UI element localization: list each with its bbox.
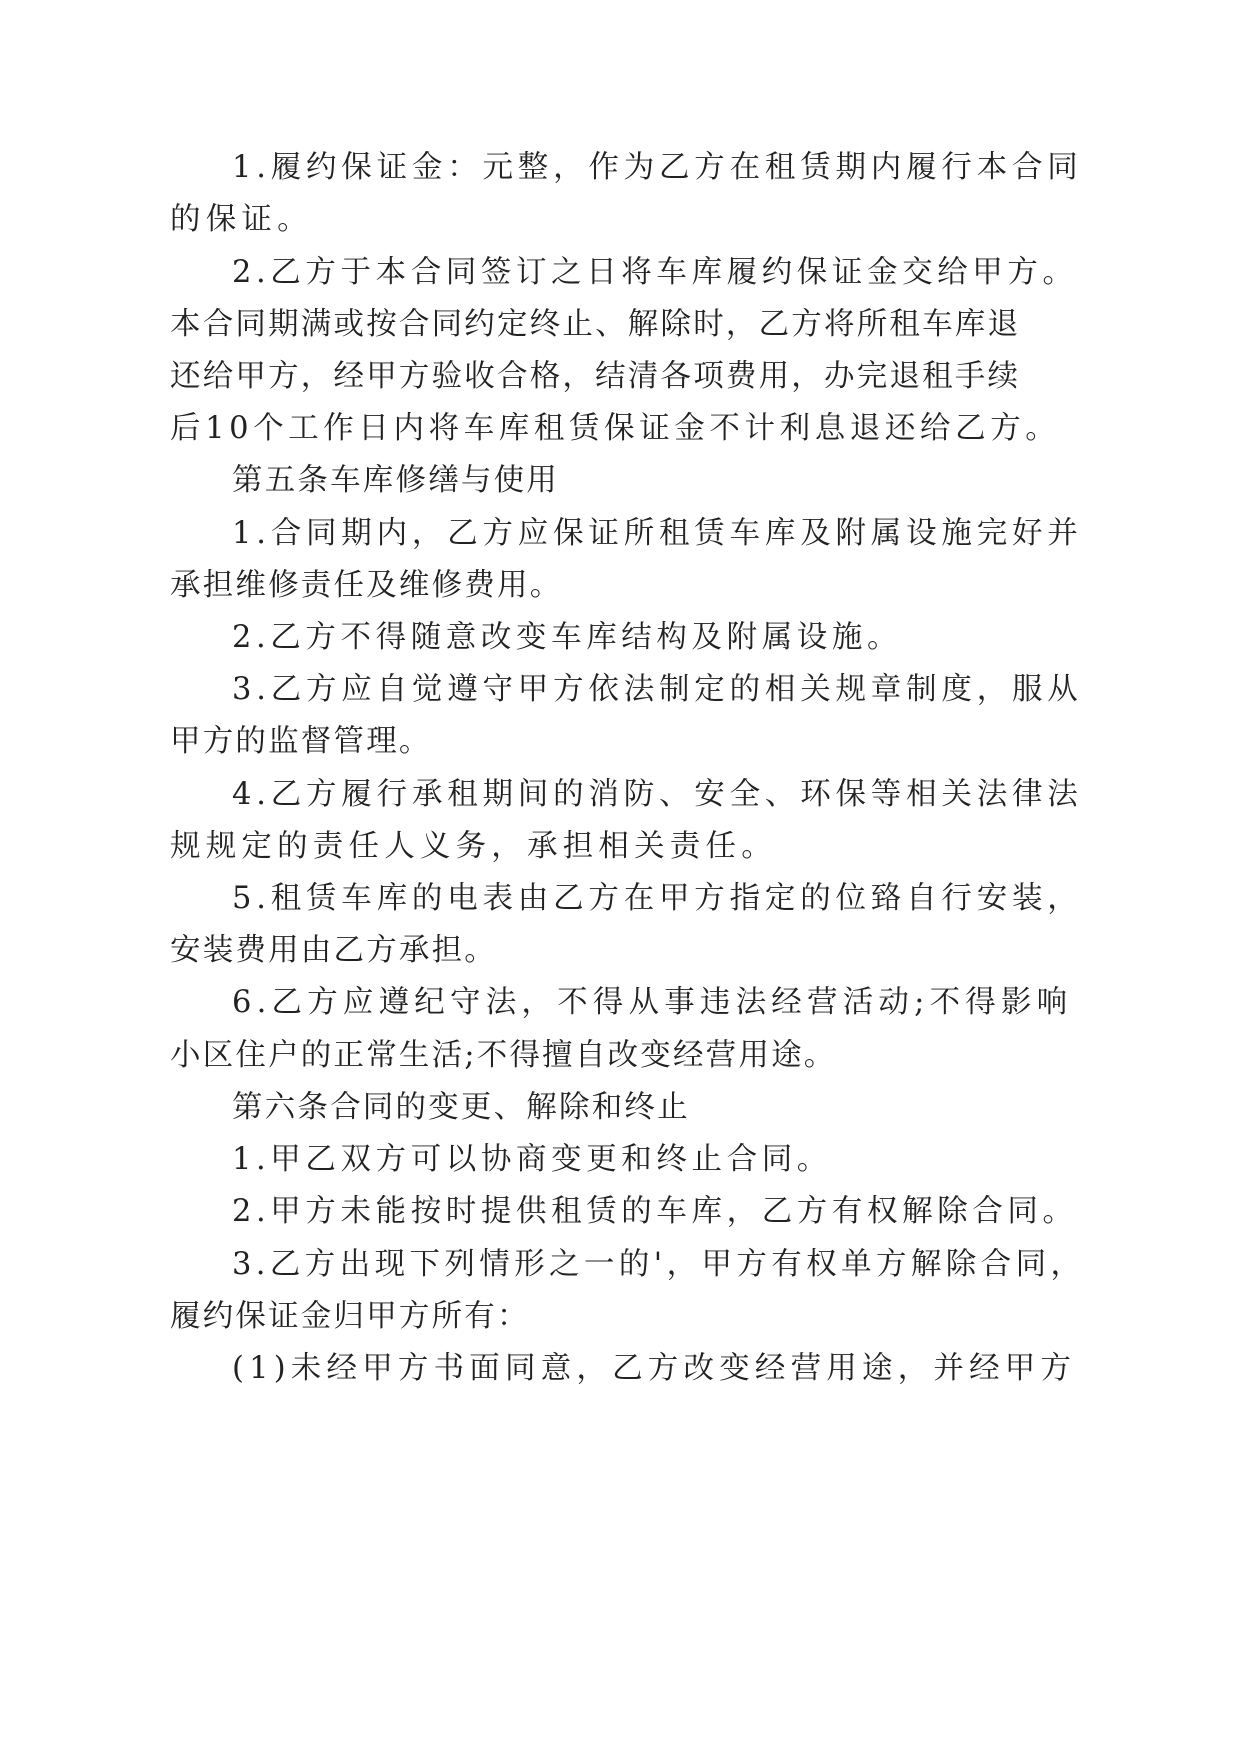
text-line: 后10个工作日内将车库租赁保证金不计利息退还给乙方。 xyxy=(170,411,1061,446)
text-line: 2.乙方不得随意改变车库结构及附属设施。 xyxy=(232,620,903,655)
text-line: 安装费用由乙方承担。 xyxy=(170,933,497,968)
text-line: 承担维修责任及维修费用。 xyxy=(170,568,563,603)
text-line: 本合同期满或按合同约定终止、解除时，乙方将所租车库退 xyxy=(170,307,1021,342)
text-line: 1.甲乙双方可以协商变更和终止合同。 xyxy=(232,1142,832,1177)
text-line: 的保证。 xyxy=(170,202,313,237)
text-line: 2.乙方于本合同签订之日将车库履约保证金交给甲方。 xyxy=(232,255,1078,290)
text-line: 小区住户的正常生活;不得擅自改变经营用途。 xyxy=(170,1038,837,1073)
text-line: 4.乙方履行承租期间的消防、安全、环保等相关法律法 xyxy=(232,777,1083,812)
text-line: 5.租赁车库的电表由乙方在甲方指定的位臵自行安装， xyxy=(232,881,1083,916)
text-line: 还给甲方，经甲方验收合格，结清各项费用，办完退租手续 xyxy=(170,359,1021,394)
section-heading: 第六条合同的变更、解除和终止 xyxy=(232,1090,690,1125)
text-line: 1.合同期内，乙方应保证所租赁车库及附属设施完好并 xyxy=(232,516,1083,551)
text-line: 2.甲方未能按时提供租赁的车库，乙方有权解除合同。 xyxy=(232,1194,1078,1229)
text-line: 1.履约保证金：元整，作为乙方在租赁期内履行本合同 xyxy=(232,150,1083,185)
text-line: 3.乙方应自觉遵守甲方依法制定的相关规章制度，服从 xyxy=(232,672,1083,707)
text-line: (1)未经甲方书面同意，乙方改变经营用途，并经甲方 xyxy=(232,1351,1077,1386)
section-heading: 第五条车库修缮与使用 xyxy=(232,463,559,498)
text-line: 6.乙方应遵纪守法，不得从事违法经营活动;不得影响 xyxy=(232,985,1073,1020)
text-line: 甲方的监督管理。 xyxy=(170,724,432,759)
text-line: 3.乙方出现下列情形之一的'，甲方有权单方解除合同， xyxy=(232,1247,1086,1282)
text-line: 履约保证金归甲方所有： xyxy=(170,1299,530,1334)
text-line: 规规定的责任人义务，承担相关责任。 xyxy=(170,829,777,864)
